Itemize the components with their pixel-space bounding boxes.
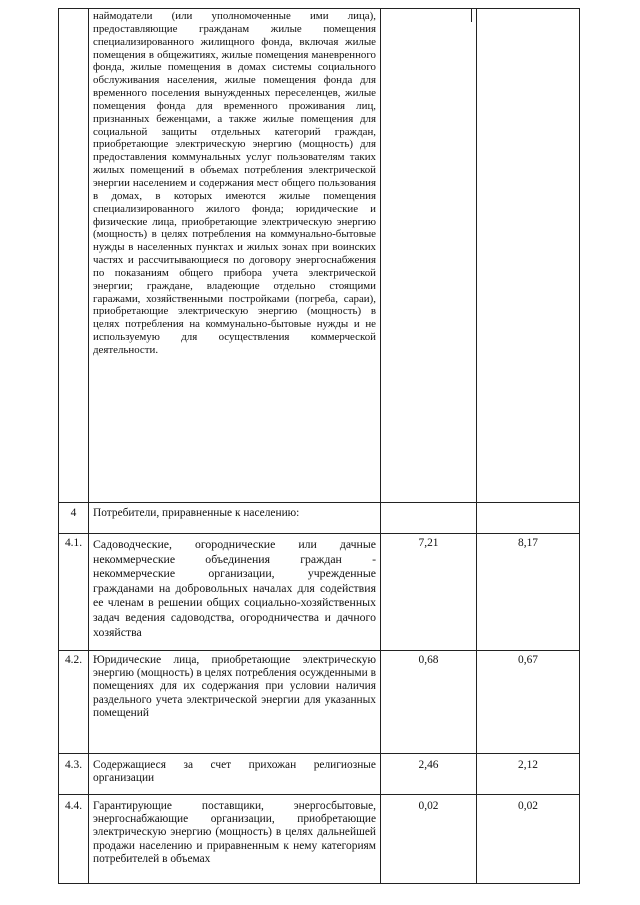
tariff-value-2-cell: 2,12 (477, 754, 580, 795)
table-row-4-3 (59, 754, 580, 795)
tariff-value-2-cell: 8,17 (477, 534, 580, 651)
row-number-cell: 4.2. (59, 651, 89, 754)
row-number-cell: 4.4. (59, 795, 89, 884)
row-number-cell (59, 9, 89, 503)
row-description-cell: Содержащиеся за счет прихожан религиозные организации (89, 754, 381, 795)
tariff-value-1-cell: 7,21 (381, 534, 477, 651)
tariff-value-2-cell: 0,02 (477, 795, 580, 884)
table-row-4-1 (59, 534, 580, 651)
tariff-table (58, 8, 580, 884)
row-number-cell: 4.3. (59, 754, 89, 795)
row-description-cell: Садоводческие, огороднические или дачные некоммерческие объединения граждан - некоммерческие организации, учрежденные гражданами на добровольных началах для содействия ее членам в решении общих социально-хозяйственных задач ведения садоводства, огородничества и дачного хозяйства (89, 534, 381, 651)
row-description-cell: Потребители, приравненные к населению: (89, 503, 381, 534)
row-number-cell: 4.1. (59, 534, 89, 651)
tariff-value-1-cell: 0,68 (381, 651, 477, 754)
row-description-cell: Гарантирующие поставщики, энергосбытовые, энергоснабжающие организации, приобретающие электрическую энергию (мощность) в целях дальнейшей продажи населению и приравненным к нему категориям потребителей в объемах (89, 795, 381, 884)
tariff-value-1-cell: 0,02 (381, 795, 477, 884)
row-description-cell: наймодатели (или уполномоченные ими лица), предоставляющие гражданам жилые помещения специализированного жилищного фонда, включая жилые помещения в общежитиях, жилые помещения маневренного фонда, жилые помещения в домах системы социального обслуживания населения, жилые помещения фонда для временного поселения вынужденных переселенцев, жилые помещения фонда для временного проживания лиц, признанных беженцами, а также жилые помещения для социальной защиты отдельных категорий граждан, приобретающие электрическую энергию (мощность) для предоставления коммунальных услуг пользователям таких жилых помещений в объемах потребления электрической энергии населением и содержания мест общего пользования в домах, в которых имеются жилые помещения специализированного жилого фонда; юридические и физические лица, приобретающие электрическую энергию (мощность) в целях потребления на коммунально-бытовые нужды в населенных пунктах и жилых зонах при воинских частях и рассчитывающиеся по договору энергоснабжения по показаниям общего прибора учета электрической энергии; граждане, владеющие отдельно стоящими гаражами, хозяйственными постройками (погреба, сараи), приобретающие электрическую энергию (мощность) в целях потребления на коммунально-бытовые нужды и не используемую для осуществления коммерческой деятельности. (89, 9, 381, 503)
row-description-cell: Юридические лица, приобретающие электрическую энергию (мощность) в целях потребления осужденными в помещениях для их содержания при условии наличия раздельного учета электрической энергии для указанных помещений (89, 651, 381, 754)
table-row-4-2 (59, 651, 580, 754)
row-number-cell: 4 (59, 503, 89, 534)
tariff-value-1-cell: 2,46 (381, 754, 477, 795)
table-row-4-4 (59, 795, 580, 884)
tariff-value-1-cell (381, 503, 477, 534)
tariff-value-2-cell: 0,67 (477, 651, 580, 754)
tariff-value-1-cell (381, 9, 477, 503)
tariff-value-2-cell (477, 503, 580, 534)
table-row-4 (59, 503, 580, 534)
tariff-value-2-cell (477, 9, 580, 503)
table-row-continuation (59, 9, 580, 503)
